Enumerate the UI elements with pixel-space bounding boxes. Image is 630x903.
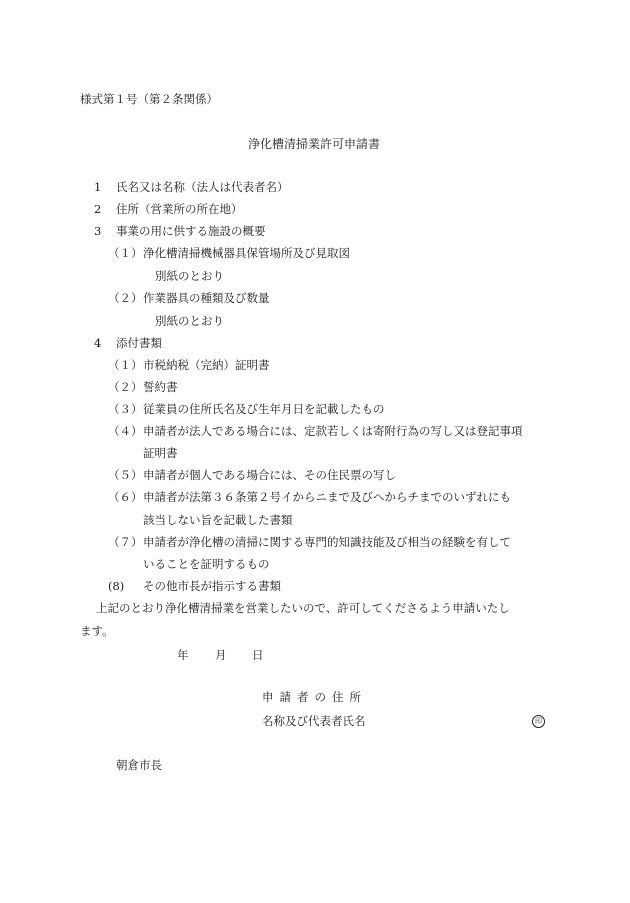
item-number: 3 [94, 224, 102, 238]
attachment-number: （５） [108, 468, 143, 482]
facility-text: 作業器具の種類及び数量 [143, 291, 270, 305]
page-title: 浄化槽清掃業許可申請書 [248, 137, 381, 151]
facility-text: 浄化槽清掃機械器具保管場所及び見取図 [143, 246, 350, 260]
form-number: 様式第１号（第２条関係） [80, 92, 218, 106]
applicant-address-label: 申請者の住所 [262, 690, 367, 704]
attachment-text-continued: 該当しない旨を記載した書類 [143, 513, 293, 527]
closing-statement: 上記のとおり浄化槽清掃業を営業したいので、許可してくださるよう申請いたし [96, 601, 510, 615]
attachment-text: 市税納税（完納）証明書 [143, 358, 270, 372]
attachment-number: （４） [108, 424, 143, 438]
addressee: 朝倉市長 [116, 758, 162, 772]
facility-number: （１） [108, 246, 143, 260]
attachment-text-continued: いることを証明するもの [143, 557, 270, 571]
attachment-number: （２） [108, 380, 143, 394]
attachment-number: （３） [108, 402, 143, 416]
date-year-label: 年 [177, 648, 189, 662]
facility-note: 別紙のとおり [155, 269, 224, 283]
item-text-address: 住所（営業所の所在地） [116, 202, 243, 216]
attachment-text: 誓約書 [143, 380, 178, 394]
item-number: 2 [94, 202, 102, 216]
attachment-text: その他市長が指示する書類 [143, 579, 281, 593]
facility-note: 別紙のとおり [155, 314, 224, 328]
attachment-text: 申請者が浄化槽の清掃に関する専門的知識技能及び相当の経験を有して [143, 535, 511, 549]
attachment-text: 申請者が法人である場合には、定款若しくは寄附行為の写し又は登記事項 [143, 424, 523, 438]
attachments-heading: 添付書類 [116, 336, 162, 350]
applicant-name-label: 名称及び代表者氏名 [262, 714, 366, 728]
attachment-number: （６） [108, 490, 143, 504]
attachment-text: 申請者が個人である場合には、その住民票の写し [143, 468, 396, 482]
attachment-text-continued: 証明書 [143, 446, 178, 460]
attachment-text: 申請者が法第３６条第２号イからニまで及びヘからチまでのいずれにも [143, 490, 511, 504]
item-number: 4 [94, 336, 102, 350]
item-text-facility: 事業の用に供する施設の概要 [116, 224, 266, 238]
date-day-label: 日 [252, 648, 264, 662]
attachment-text: 従業員の住所氏名及び生年月日を記載したもの [143, 402, 385, 416]
item-number: 1 [94, 180, 102, 194]
facility-number: （２） [108, 291, 143, 305]
closing-statement-continued: ます。 [80, 624, 114, 638]
seal-mark: 印 [532, 715, 545, 728]
item-text-name: 氏名又は名称（法人は代表者名） [116, 180, 289, 194]
attachment-number: （１） [108, 358, 143, 372]
attachment-number: (8) [108, 579, 125, 593]
date-month-label: 月 [215, 648, 227, 662]
attachment-number: （７） [108, 535, 143, 549]
